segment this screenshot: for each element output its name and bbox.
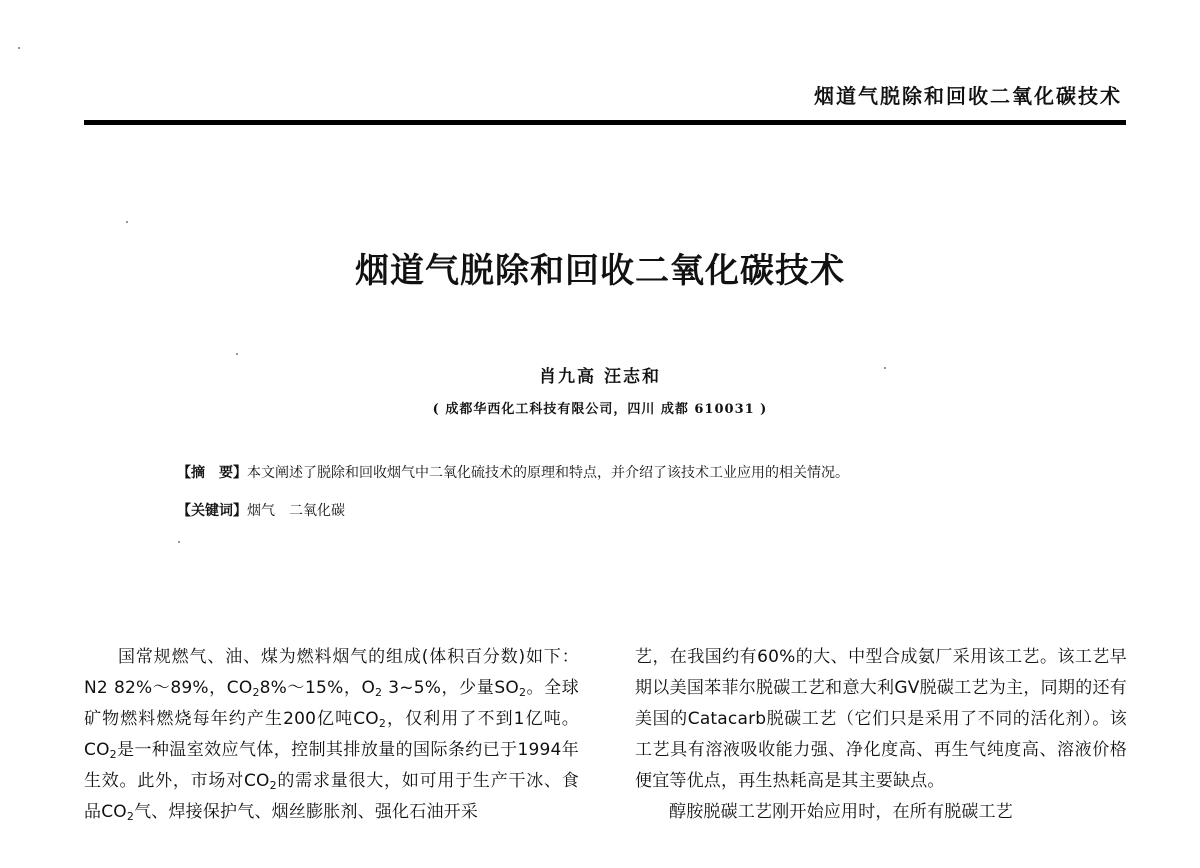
affiliation: ( 成都华西化工科技有限公司，四川 成都 610031 ) [432,402,768,417]
abstract-label: 【摘 要】 [177,465,247,481]
abstract-text: 本文阐述了脱除和回收烟气中二氧化硫技术的原理和特点，并介绍了该技术工业应用的相关情况。 [247,465,849,481]
header-rule [84,120,1126,125]
keywords-text: 烟气 二氧化碳 [247,503,345,519]
scan-speck [18,47,20,49]
keywords [177,500,345,520]
paragraph: 醇胺脱碳工艺刚开始应用时，在所有脱碳工艺 [669,802,1013,822]
paragraph: 艺，在我国约有60%的大、中型合成氨厂采用该工艺。该工艺早期以美国苯菲尔脱碳工艺和意大利GV脱碳工艺为主，同期的还有美国的Catacarb脱碳工艺（它们只是采用了不同的活化剂）。该工艺具有溶液吸收能力强、净化度高、再生气纯度高、溶液价格便宜等优点，再生热耗高是其主要缺点。 [635,647,1127,791]
scan-speck [178,541,180,543]
abstract [177,462,849,482]
keywords-label: 【关键词】 [177,503,247,519]
body-column-left [84,642,579,828]
running-header: 烟道气脱除和回收二氧化碳技术 [814,84,1122,108]
body-column-right [635,642,1127,828]
scan-speck [126,221,128,223]
scan-speck [236,353,238,355]
authors: 肖九高 汪志和 [539,367,661,387]
paper-title: 烟道气脱除和回收二氧化碳技术 [355,251,845,291]
scan-speck [884,367,886,369]
paragraph: 国常规燃气、油、煤为燃料烟气的组成(体积百分数)如下：N2 82%～89%，$CO_28\%\sim 15\%$，$O_2$ 3~5%，少量$SO_2$。全球矿物燃料燃烧每年约产生200亿吨$CO_2$，仅利用了不到1亿吨。$CO_2$是一种温室效应气体，控制其排放量的国际条约已于1994年生效。此外，市场对$CO_2$的需求量很大，如可用于生产干冰、食品$CO_2$气、焊接保护气、烟丝膨胀剂、强化石油开采 [84,647,579,823]
